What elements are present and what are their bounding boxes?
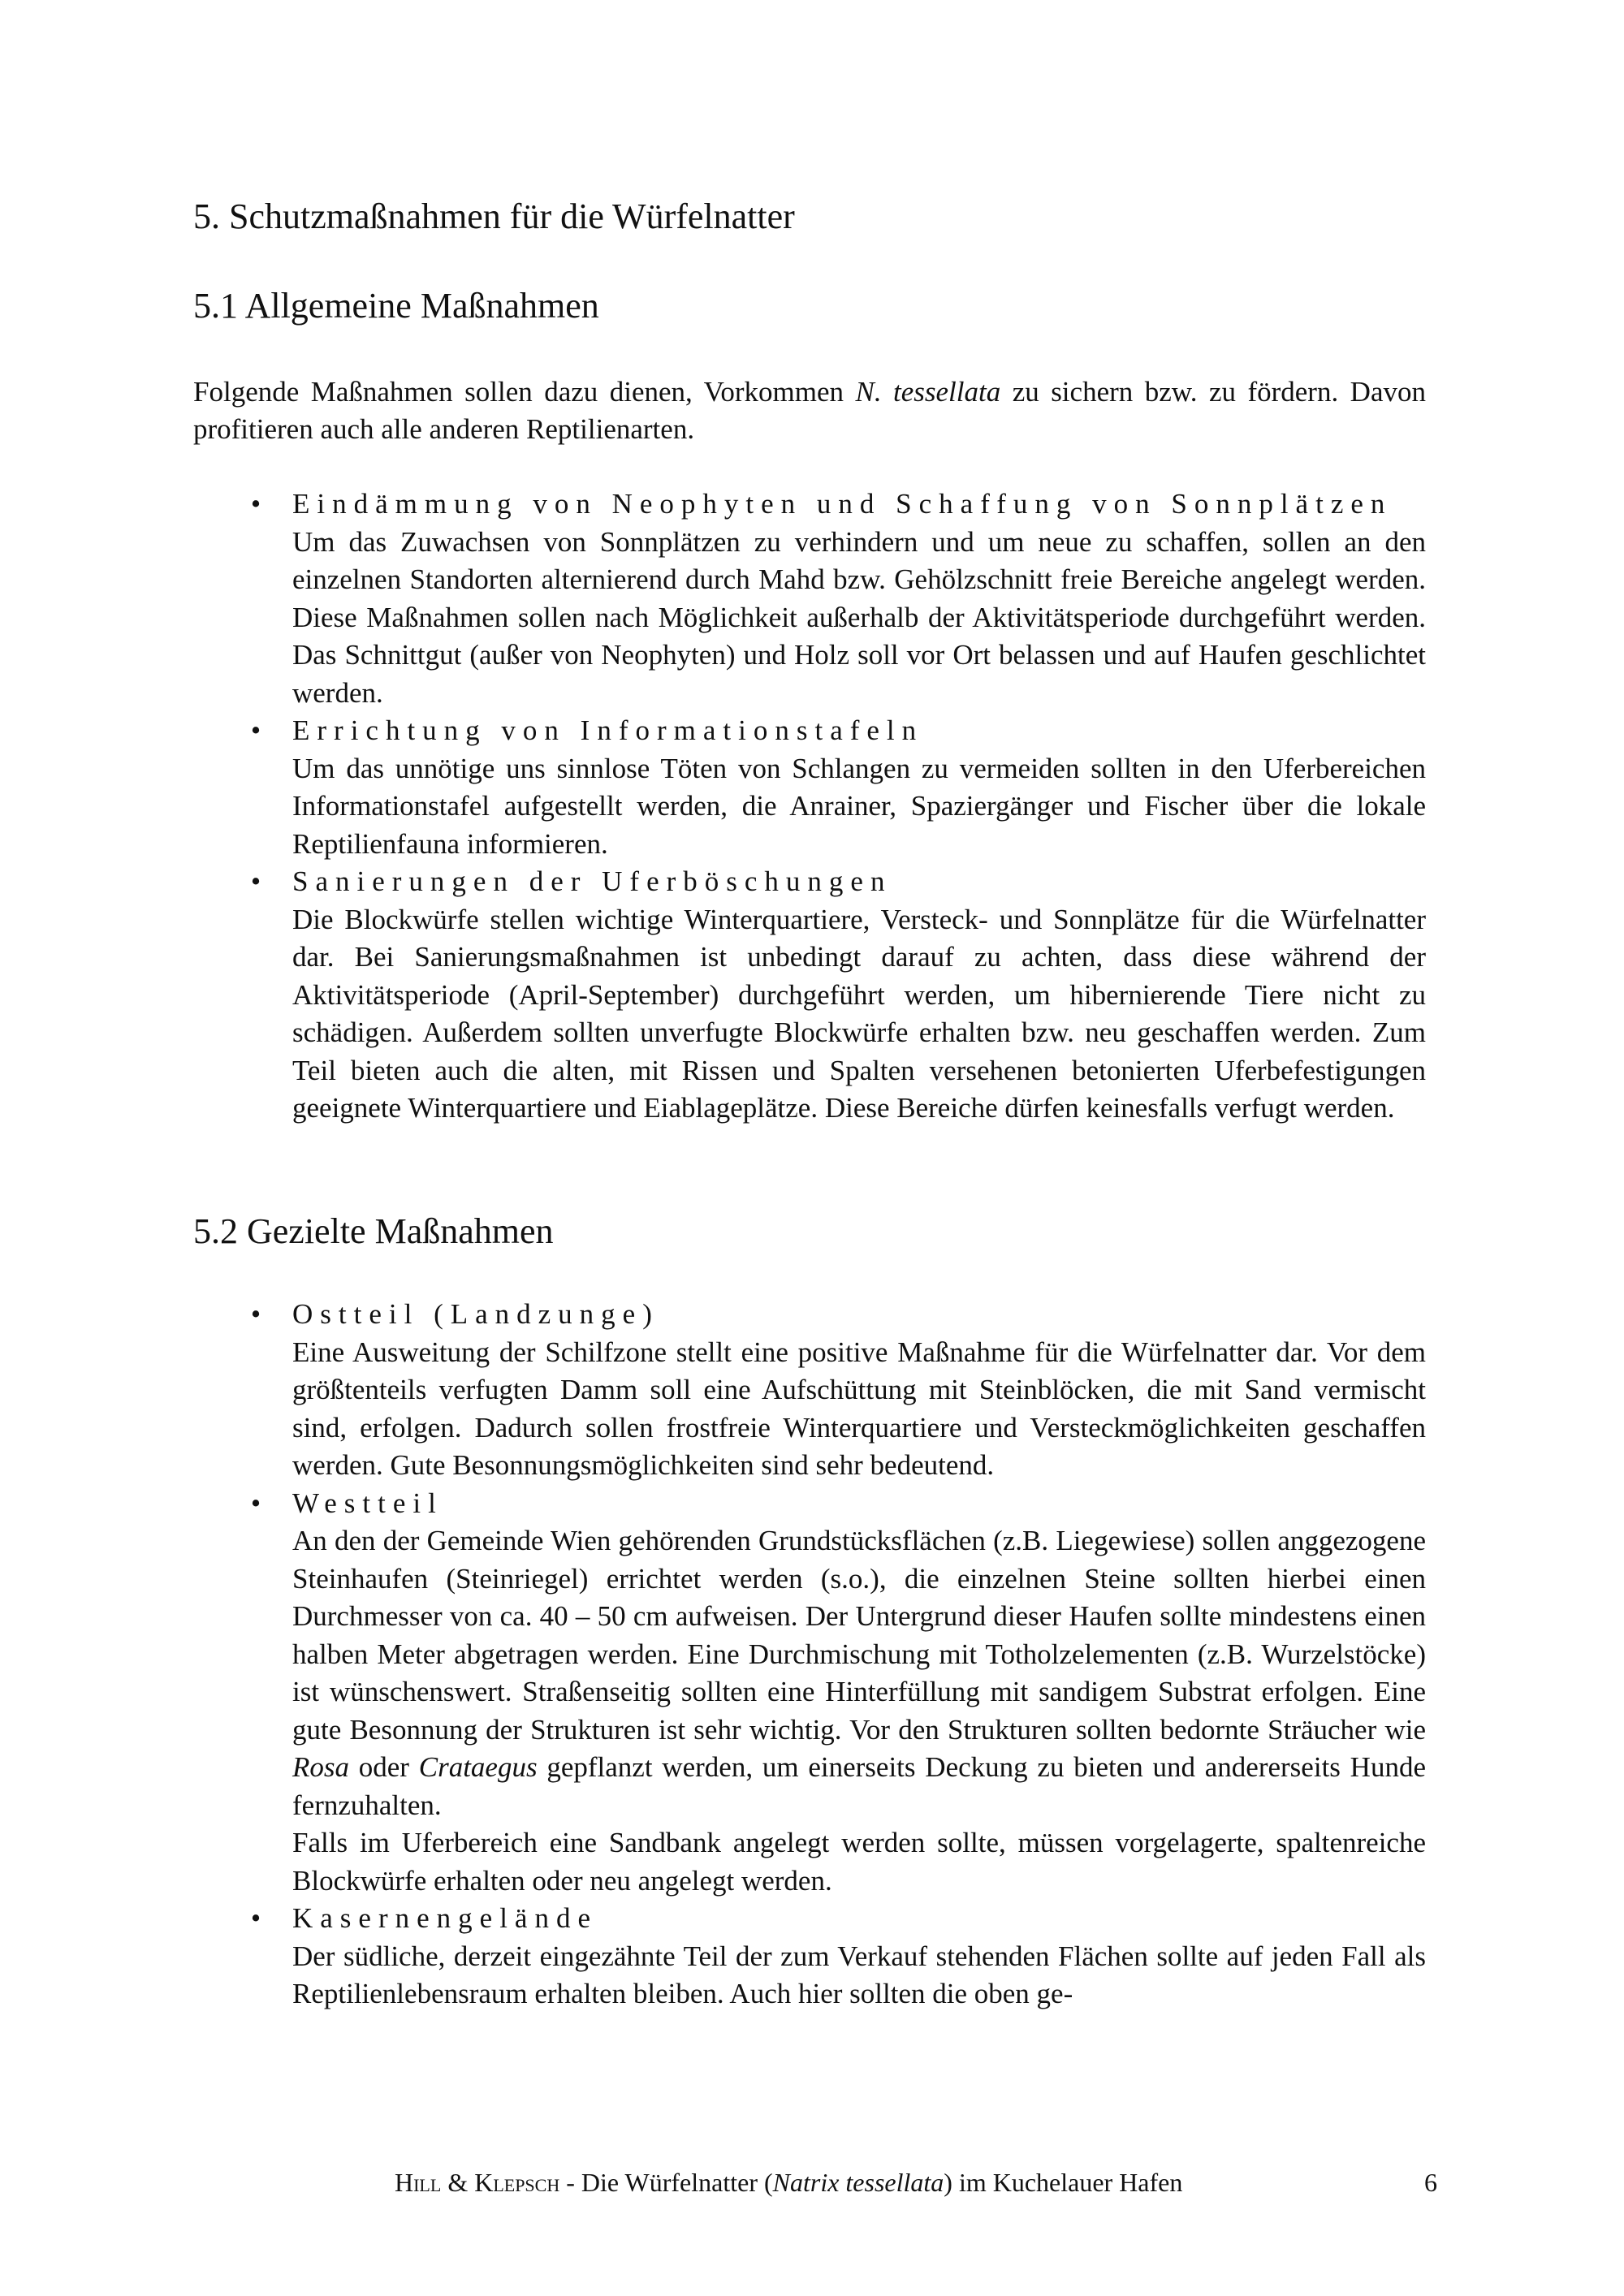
item-text: Um das Zuwachsen von Sonnplätzen zu verhindern und um neue zu schaffen, sollen an den einzelnen Standorten alternierend durch Mahd bzw. Gehölzschnitt freie Bereiche angelegt werden. Diese Maßnahmen sollen nach Möglichkeit außerhalb der Aktivitätsperiode durchgeführt werden. Das Schnittgut (außer von Neophyten) und Holz soll vor Ort belassen und auf Haufen geschlichtet werden. xyxy=(292,525,1426,709)
item-text: Die Blockwürfe stellen wichtige Winterquartiere, Versteck- und Sonnplätze für die Würfelnatter dar. Bei Sanierungsmaßnahmen ist unbedingt darauf zu achten, dass diese während der Aktivitätsperiode (April-September) durchgeführt werden, um hibernierende Tiere nicht zu schädigen. Außerdem sollten unverfugte Blockwürfe erhalten bzw. neu geschaffen werden. Zum Teil bieten auch die alten, mit Rissen und Spalten versehenen betonierten Uferbefestigungen geeignete Winterquartiere und Eiablageplätze. Diese Bereiche dürfen keinesfalls verfugt werden. xyxy=(292,903,1426,1124)
bullet: • xyxy=(250,1902,261,1934)
item-text: Falls im Uferbereich eine Sandbank angelegt werden sollte, müssen vorgelagerte, spaltenreiche Blockwürfe erhalten oder neu angelegt werden. xyxy=(292,1827,1426,1897)
list-item xyxy=(193,1485,1426,1901)
item-title: Eindämmung von Neophyten und Schaffung von Sonnplätzen xyxy=(292,488,1393,520)
plant-name: Crataegus xyxy=(418,1751,538,1783)
bullet: • xyxy=(250,865,261,897)
item-title: Ostteil (Landzunge) xyxy=(292,1298,659,1330)
list-item xyxy=(193,1900,1426,2013)
page-number: 6 xyxy=(1424,2168,1437,2197)
chapter-heading: 5. Schutzmaßnahmen für die Würfelnatter xyxy=(193,196,795,236)
section-heading-5-2: 5.2 Gezielte Maßnahmen xyxy=(193,1211,554,1251)
item-text: An den der Gemeinde Wien gehörenden Grundstücksflächen (z.B. Liegewiese) sollen anggezogene Steinhaufen (Steinriegel) errichtet werden (s.o.), die einzelnen Steine sollten hierbei einen Durchmesser von ca. 40 – 50 cm aufweisen. Der Untergrund dieser Haufen sollte mindestens einen halben Meter abgetragen werden. Eine Durchmischung mit Totholzelementen (z.B. Wurzelstöcke) ist wünschenswert. Straßenseitig sollten eine Hinterfüllung mit sandigem Substrat erfolgen. Eine gute Besonnung der Strukturen ist sehr wichtig. Vor den Strukturen sollten bedornte Sträucher wie Rosa oder Crataegus gepflanzt werden, um einerseits Deckung zu bieten und andererseits Hunde fernzuhalten. xyxy=(292,1525,1426,1821)
species-name: N. tessellata xyxy=(855,376,1001,408)
section-heading-5-1: 5.1 Allgemeine Maßnahmen xyxy=(193,286,599,326)
item-title: Kasernengelände xyxy=(292,1902,598,1934)
author-name: Klepsch xyxy=(474,2168,560,2197)
bullet: • xyxy=(250,1487,261,1519)
intro-paragraph: Folgende Maßnahmen sollen dazu dienen, Vorkommen N. tessellata zu sichern bzw. zu fördern. Davon profitieren auch alle anderen Reptilienarten. xyxy=(193,376,1426,445)
bullet: • xyxy=(250,488,261,520)
bullet: • xyxy=(250,714,261,746)
plant-name: Rosa xyxy=(292,1751,349,1783)
item-text: Eine Ausweitung der Schilfzone stellt eine positive Maßnahme für die Würfelnatter dar. Vor dem größtenteils verfugten Damm soll eine Aufschüttung mit Steinblöcken, die mit Sand vermischt sind, erfolgen. Dadurch sollen frostfreie Winterquartiere und Versteckmöglichkeiten geschaffen werden. Gute Besonnungsmöglichkeiten sind sehr bedeutend. xyxy=(292,1336,1426,1481)
item-title: Errichtung von Informationstafeln xyxy=(292,714,924,746)
item-title: Sanierungen der Uferböschungen xyxy=(292,865,892,897)
species-name: Natrix tessellata xyxy=(772,2168,944,2197)
item-text: Der südliche, derzeit eingezähnte Teil der zum Verkauf stehenden Flächen sollte auf jeden Fall als Reptilienlebensraum erhalten bleiben. Auch hier sollten die oben ge- xyxy=(292,1940,1426,2009)
item-text: Um das unnötige uns sinnlose Töten von Schlangen zu vermeiden sollten in den Uferbereichen Informationstafel aufgestellt werden, die Anrainer, Spaziergänger und Fischer über die lokale Reptilienfauna informieren. xyxy=(292,752,1426,860)
list-item xyxy=(193,863,1426,1128)
list-item xyxy=(193,712,1426,863)
author-name: Hill xyxy=(395,2168,442,2197)
bullet: • xyxy=(250,1298,261,1330)
page-footer: Hill & Klepsch - Die Würfelnatter (Natrix tessellata) im Kuchelauer Hafen xyxy=(395,2168,1183,2197)
list-item xyxy=(193,486,1426,712)
general-measures-list xyxy=(193,486,1426,1128)
item-title: Westteil xyxy=(292,1487,443,1519)
targeted-measures-list xyxy=(193,1296,1426,2013)
list-item xyxy=(193,1296,1426,1485)
